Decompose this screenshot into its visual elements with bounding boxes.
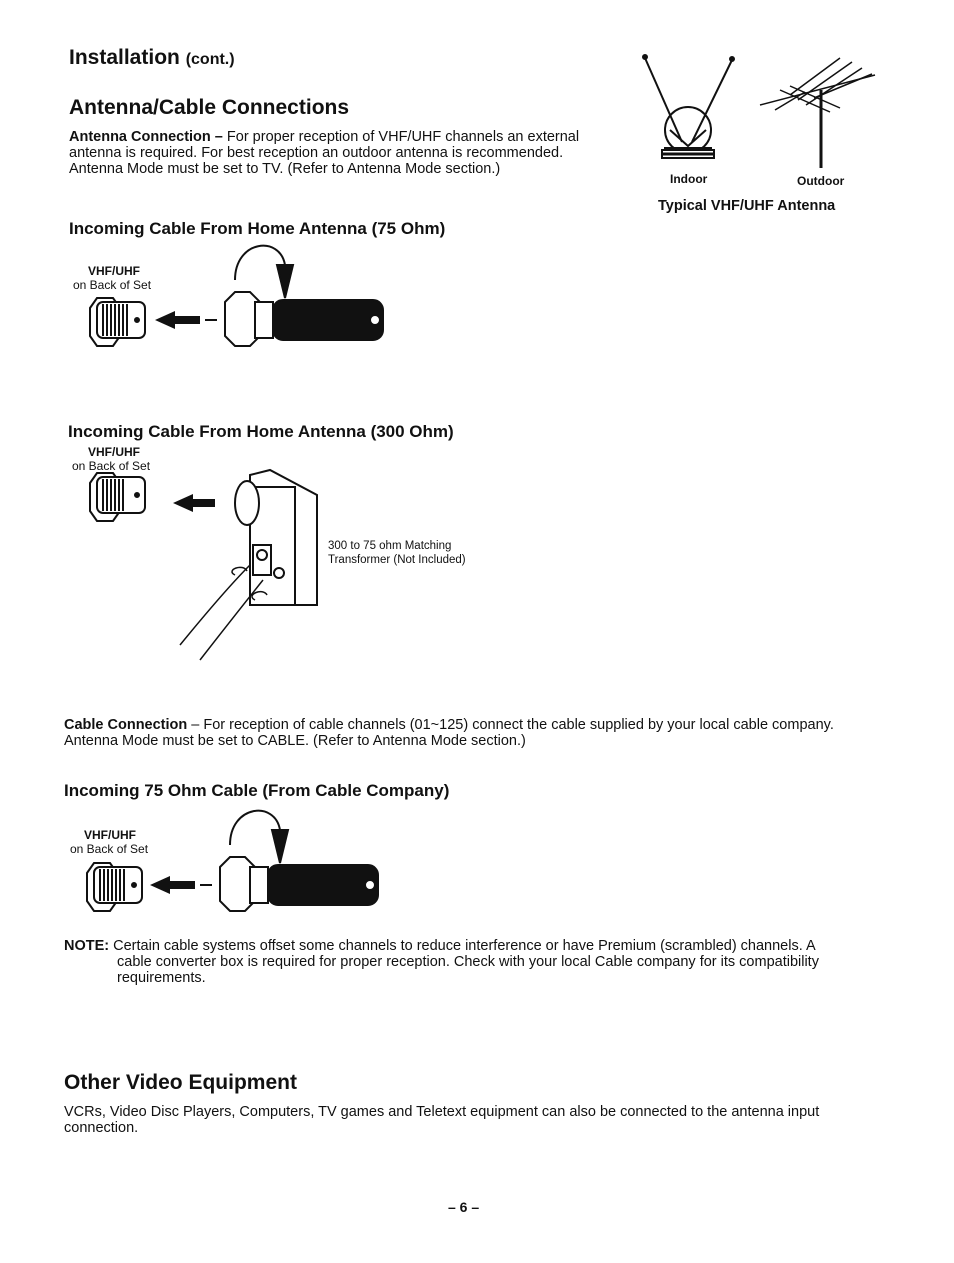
antenna-connection-paragraph xyxy=(69,129,639,177)
antenna-caption: Typical VHF/UHF Antenna xyxy=(658,198,836,214)
cable-connection-paragraph xyxy=(64,717,934,749)
antenna-connection-text-3: Antenna Mode must be set to TV. (Refer to Antenna Mode section.) xyxy=(69,161,501,177)
antenna-connection-text-2: antenna is required. For best reception an outdoor antenna is recommended. xyxy=(69,145,564,161)
coax-connection-diagram-cable xyxy=(82,805,392,920)
heading-300-ohm: Incoming Cable From Home Antenna (300 Ohm) xyxy=(68,422,454,441)
jack-label-cable: VHF/UHF xyxy=(84,828,136,842)
other-video-line-2: connection. xyxy=(64,1120,139,1136)
antenna-connection-text-1: For proper reception of VHF/UHF channels an external xyxy=(222,129,580,145)
vhf-uhf-jack-icon xyxy=(90,298,145,346)
jack-sublabel-75: on Back of Set xyxy=(73,278,152,292)
indoor-label: Indoor xyxy=(670,172,708,186)
antenna-cable-heading: Antenna/Cable Connections xyxy=(69,96,350,119)
transformer-caption xyxy=(328,539,466,567)
jack-label-300: VHF/UHF xyxy=(88,445,140,459)
note-lead: NOTE: xyxy=(64,938,110,954)
other-video-paragraph xyxy=(64,1104,934,1136)
left-arrow-icon xyxy=(150,876,195,894)
note-block xyxy=(64,938,934,986)
transformer-caption-line-1: 300 to 75 ohm Matching xyxy=(328,540,452,552)
jack-sublabel-cable: on Back of Set xyxy=(70,842,149,856)
other-video-line-1: VCRs, Video Disc Players, Computers, TV games and Teletext equipment can also be connected to the antenna input xyxy=(64,1104,820,1120)
transformer-connection-diagram-300 xyxy=(85,465,335,665)
left-arrow-icon xyxy=(155,311,200,329)
left-arrow-icon xyxy=(173,494,215,512)
cable-connection-lead: Cable Connection xyxy=(64,717,188,733)
installation-cont: (cont.) xyxy=(185,51,235,68)
coax-connection-diagram-75 xyxy=(85,240,395,355)
outdoor-antenna-icon xyxy=(760,58,875,168)
note-line-2: cable converter box is required for proper reception. Check with your local Cable company for its compatibility xyxy=(117,954,819,970)
note-line-3: requirements. xyxy=(117,970,206,986)
antenna-connection-lead: Antenna Connection – xyxy=(69,129,223,145)
coax-plug-icon xyxy=(200,811,378,911)
cable-connection-text-1: – For reception of cable channels (01~125) connect the cable supplied by your local cable company. xyxy=(187,717,834,733)
transformer-caption-line-2: Transformer (Not Included) xyxy=(328,554,466,566)
jack-label-75: VHF/UHF xyxy=(88,264,140,278)
other-video-heading: Other Video Equipment xyxy=(64,1071,297,1094)
outdoor-label: Outdoor xyxy=(797,174,845,188)
vhf-uhf-jack-icon xyxy=(87,863,142,911)
installation-title: Installation xyxy=(69,46,180,69)
vhf-uhf-jack-icon xyxy=(90,473,145,521)
matching-transformer-icon xyxy=(235,470,317,605)
coax-plug-icon xyxy=(205,246,383,346)
cable-connection-text-2: Antenna Mode must be set to CABLE. (Refer to Antenna Mode section.) xyxy=(64,733,526,749)
jack-sublabel-300: on Back of Set xyxy=(72,459,151,473)
antenna-illustration xyxy=(640,50,880,180)
note-line-1: Certain cable systems offset some channels to reduce interference or have Premium (scrambled) channels. A xyxy=(113,938,816,954)
heading-cable-company: Incoming 75 Ohm Cable (From Cable Company) xyxy=(64,781,450,800)
heading-75-ohm: Incoming Cable From Home Antenna (75 Ohm) xyxy=(69,219,446,238)
page-number: – 6 – xyxy=(448,1199,480,1215)
installation-heading xyxy=(69,46,235,70)
indoor-antenna-icon xyxy=(643,55,734,158)
